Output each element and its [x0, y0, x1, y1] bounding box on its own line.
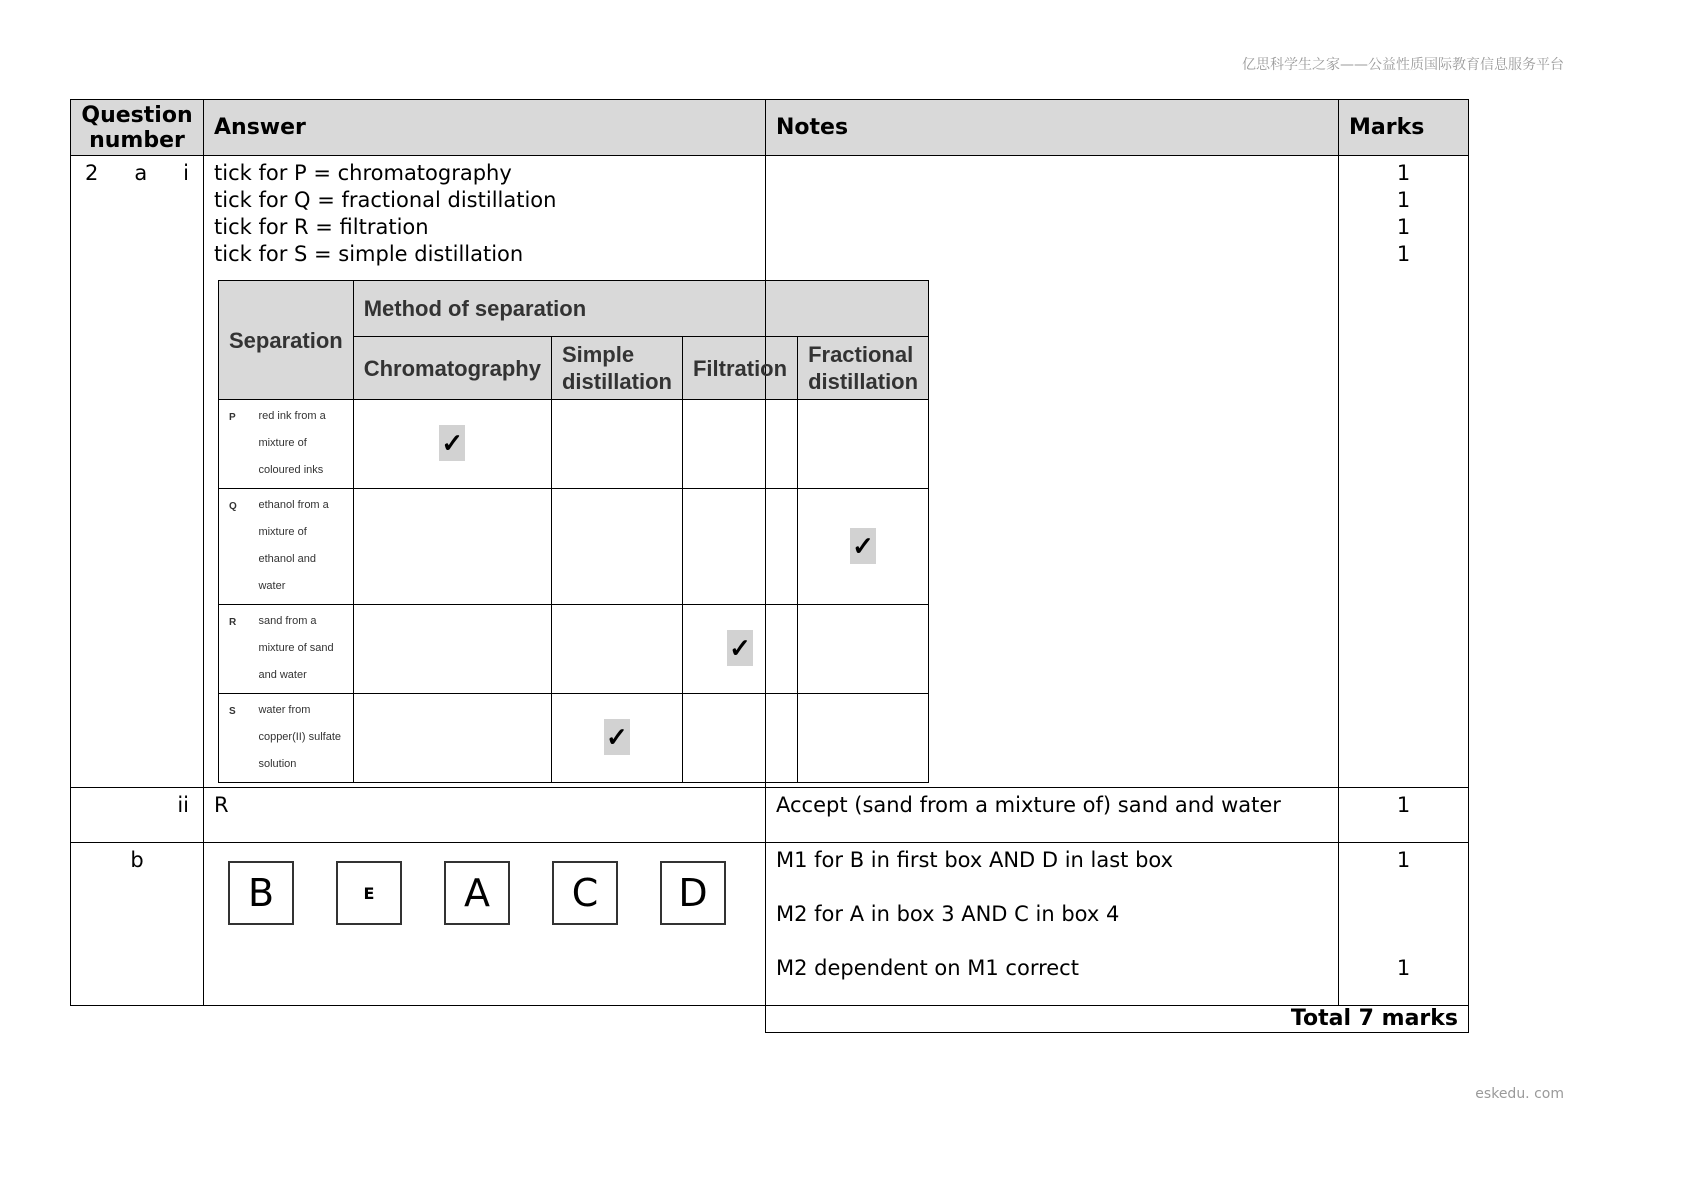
- figure-method-header: Simple distillation: [551, 337, 682, 400]
- header-marks: Marks: [1339, 100, 1469, 156]
- question-number-cell: [71, 843, 204, 1006]
- marks-cell: 1: [1339, 788, 1469, 843]
- header-notes: Notes: [766, 100, 1339, 156]
- figure-cell: [353, 400, 551, 489]
- tick-mark: ✓: [850, 528, 876, 564]
- mark-value: 1: [1396, 161, 1411, 185]
- answer-cell: R: [204, 788, 766, 843]
- answer-cell: [204, 843, 766, 1006]
- figure-cell: [551, 605, 682, 694]
- row-2ai: [71, 156, 1469, 788]
- order-box: D: [660, 861, 726, 925]
- mark-value: 1: [1396, 215, 1411, 239]
- total-marks: Total 7 marks: [766, 1006, 1469, 1033]
- notes-cell: [766, 156, 1339, 788]
- mark-scheme-table: [70, 99, 1469, 1033]
- question-subpart: i: [183, 161, 189, 185]
- answer-cell: [204, 156, 919, 788]
- question-number-cell: [71, 788, 204, 843]
- order-box: B: [228, 861, 294, 925]
- answer-line: tick for S = simple distillation: [214, 242, 524, 266]
- order-box: E: [336, 861, 402, 925]
- figure-row-description: water from copper(II) sulfate solution: [248, 694, 353, 783]
- marks-cell: [1339, 843, 1469, 1006]
- note-line: M2 for A in box 3 AND C in box 4: [776, 902, 1120, 926]
- figure-row-description: red ink from a mixture of coloured inks: [248, 400, 353, 489]
- notes-cell: [766, 843, 1339, 1006]
- figure-cell: [551, 400, 682, 489]
- watermark-top: 亿思科学生之家——公益性质国际教育信息服务平台: [1242, 57, 1564, 73]
- tick-mark: ✓: [604, 719, 630, 755]
- answer-line: tick for R = filtration: [214, 215, 429, 239]
- figure-cell: [551, 694, 682, 783]
- header-row: [71, 100, 1469, 156]
- tick-mark: ✓: [439, 425, 465, 461]
- figure-cell: [353, 694, 551, 783]
- question-part: b: [130, 848, 144, 872]
- watermark-bottom: eskedu. com: [1475, 1086, 1564, 1102]
- figure-row-label: P: [219, 400, 249, 489]
- order-boxes: [228, 861, 755, 925]
- question-number-cell: [71, 156, 204, 788]
- mark-value: 1: [1396, 242, 1411, 266]
- mark-value: 1: [1396, 848, 1411, 872]
- question-number: 2: [85, 161, 99, 185]
- answer-line: tick for P = chromatography: [214, 161, 512, 185]
- question-part: a: [134, 161, 148, 185]
- figure-row-label: R: [219, 605, 249, 694]
- figure-method-header: Chromatography: [353, 337, 551, 400]
- figure-row-description: sand from a mixture of sand and water: [248, 605, 353, 694]
- mark-value: 1: [1396, 188, 1411, 212]
- row-2aii: [71, 788, 1469, 843]
- figure-method-header: Fractional distillation: [798, 337, 929, 400]
- note-line: M1 for B in first box AND D in last box: [776, 848, 1174, 872]
- header-question-number: Question number: [71, 100, 204, 156]
- figure-row-label: S: [219, 694, 249, 783]
- figure-row-description: ethanol from a mixture of ethanol and water: [248, 489, 353, 605]
- question-subpart: ii: [177, 793, 189, 817]
- total-row: [71, 1006, 1469, 1033]
- figure-col-method: Method of separation: [353, 281, 928, 337]
- row-2b: [71, 843, 1469, 1006]
- figure-cell: [353, 605, 551, 694]
- figure-cell: [551, 489, 682, 605]
- tick-mark: ✓: [727, 630, 753, 666]
- figure-cell: [353, 489, 551, 605]
- figure-col-separation: Separation: [219, 281, 354, 400]
- notes-cell: Accept (sand from a mixture of) sand and water: [766, 788, 1339, 843]
- mark-value: 1: [1396, 956, 1411, 980]
- figure-method-header: Filtration: [682, 337, 797, 400]
- header-answer: Answer: [204, 100, 766, 156]
- order-box: A: [444, 861, 510, 925]
- order-box: C: [552, 861, 618, 925]
- marks-cell: [1339, 156, 1469, 788]
- answer-line: tick for Q = fractional distillation: [214, 188, 557, 212]
- figure-row-label: Q: [219, 489, 249, 605]
- note-line: M2 dependent on M1 correct: [776, 956, 1079, 980]
